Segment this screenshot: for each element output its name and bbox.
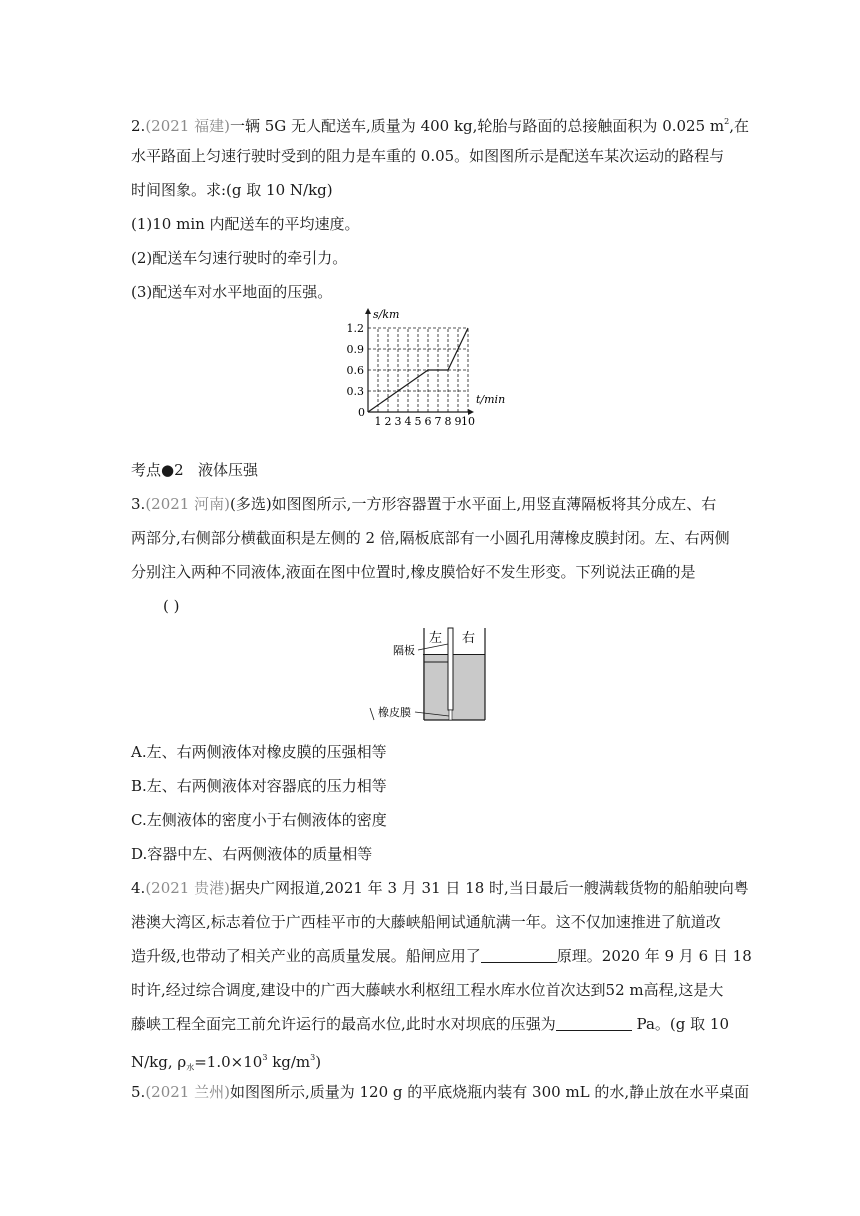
x-tick-label: 9: [454, 415, 462, 428]
q3-source: (2021 河南): [145, 495, 230, 513]
partition-board: [448, 628, 453, 710]
y-axis-label: s/km: [373, 308, 400, 321]
q2-subquestion-2: (2)配送车匀速行驶时的牵引力。: [131, 249, 348, 267]
x-tick-label: 1: [374, 415, 382, 428]
x-tick-label: 4: [404, 415, 412, 428]
y-axis-arrow: [365, 308, 371, 314]
left-liquid: [424, 662, 448, 720]
q4-line-5: 藤峡工程全面完工前允许运行的最高水位,此时水对坝底的压强为 Pa。(g 取 10: [131, 1015, 729, 1033]
q4-blank-2[interactable]: [556, 1016, 632, 1031]
x-tick-label: 10: [461, 415, 475, 428]
q2-line-2: 水平路面上匀速行驶时受到的阻力是车重的 0.05。如图图所示是配送车某次运动的路程与: [131, 147, 725, 165]
fig-membrane-label: 橡皮膜: [378, 706, 411, 719]
q2-line-1: 2.(2021 福建)一辆 5G 无人配送车,质量为 400 kg,轮胎与路面的总接触面积为 0.025 $m^2$,在: [131, 117, 750, 135]
q2-line-3: 时间图象。求:(g 取 10 N/kg): [131, 181, 333, 199]
q3-option-b: B.左、右两侧液体对容器底的压力相等: [131, 777, 387, 795]
container-diagram: [365, 622, 495, 726]
x-tick-label: 2: [384, 415, 392, 428]
q2-source: (2021 福建): [145, 117, 230, 135]
q3-option-a: A.左、右两侧液体对橡皮膜的压强相等: [131, 743, 387, 761]
y-tick-label: 0.3: [346, 385, 364, 398]
q4-line-4: 时许,经过综合调度,建设中的广西大藤峡水利枢纽工程水库水位首次达到52 m高程,这是大: [131, 981, 724, 999]
q4-line-1: 4.(2021 贵港)据央广网报道,2021 年 3 月 31 日 18 时,当日最后一艘满载货物的船舶驶向粤: [131, 879, 749, 897]
section-bullet-icon: ●: [161, 461, 175, 479]
q2-subquestion-3: (3)配送车对水平地面的压强。: [131, 283, 333, 301]
section-header: 考点●2 液体压强: [131, 461, 258, 479]
q3-option-c: C.左侧液体的密度小于右侧液体的密度: [131, 811, 387, 829]
x-axis-label: t/min: [476, 393, 506, 406]
x-tick-label: 8: [444, 415, 452, 428]
fig-left-label: 左: [429, 631, 443, 646]
rubber-membrane: [449, 710, 452, 720]
q3-line-3: 分别注入两种不同液体,液面在图中位置时,橡皮膜恰好不发生形变。下列说法正确的是: [131, 563, 696, 581]
y-tick-label: 0.6: [346, 364, 364, 377]
q4-line-2: 港澳大湾区,标志着位于广西桂平市的大藤峡船闸试通航满一年。这不仅加速推进了航道改: [131, 913, 721, 931]
origin-label: 0: [358, 406, 365, 419]
q3-answer-bracket: ( ): [163, 597, 180, 615]
q3-line-1: 3.(2021 河南)(多选)如图图所示,一方形容器置于水平面上,用竖直薄隔板将其分成左、右: [131, 495, 717, 513]
y-tick-label: 0.9: [346, 343, 364, 356]
fig-partition-label: 隔板: [393, 644, 415, 657]
fig-right-label: 右: [462, 631, 476, 646]
q4-line-6: N/kg, $\rho_水=1.0\times 10^3$ $kg/m^3$): [131, 1053, 322, 1072]
q4-source: (2021 贵港): [145, 879, 230, 897]
y-tick-label: 1.2: [346, 322, 364, 335]
q3-option-d: D.容器中左、右两侧液体的质量相等: [131, 845, 373, 863]
q4-blank-1[interactable]: [481, 948, 557, 963]
x-tick-label: 7: [434, 415, 442, 428]
chart-grid: [368, 328, 468, 412]
q2-subquestion-1: (1)10 min 内配送车的平均速度。: [131, 215, 360, 233]
section-title: 液体压强: [197, 461, 258, 479]
q3-line-2: 两部分,右侧部分横截面积是左侧的 2 倍,隔板底部有一小圆孔用薄橡皮膜封闭。左、右两侧: [131, 529, 730, 547]
x-tick-label: 5: [414, 415, 422, 428]
q5-source: (2021 兰州): [145, 1083, 230, 1101]
x-tick-label: 6: [424, 415, 432, 428]
x-tick-label: 3: [394, 415, 402, 428]
st-graph: [340, 306, 510, 431]
q4-line-3: 造升级,也带动了相关产业的高质量发展。船闸应用了 原理。2020 年 9 月 6 日 18: [131, 947, 752, 965]
q5-line-1: 5.(2021 兰州)如图图所示,质量为 120 g 的平底烧瓶内装有 300 mL 的水,静止放在水平桌面: [131, 1083, 750, 1101]
